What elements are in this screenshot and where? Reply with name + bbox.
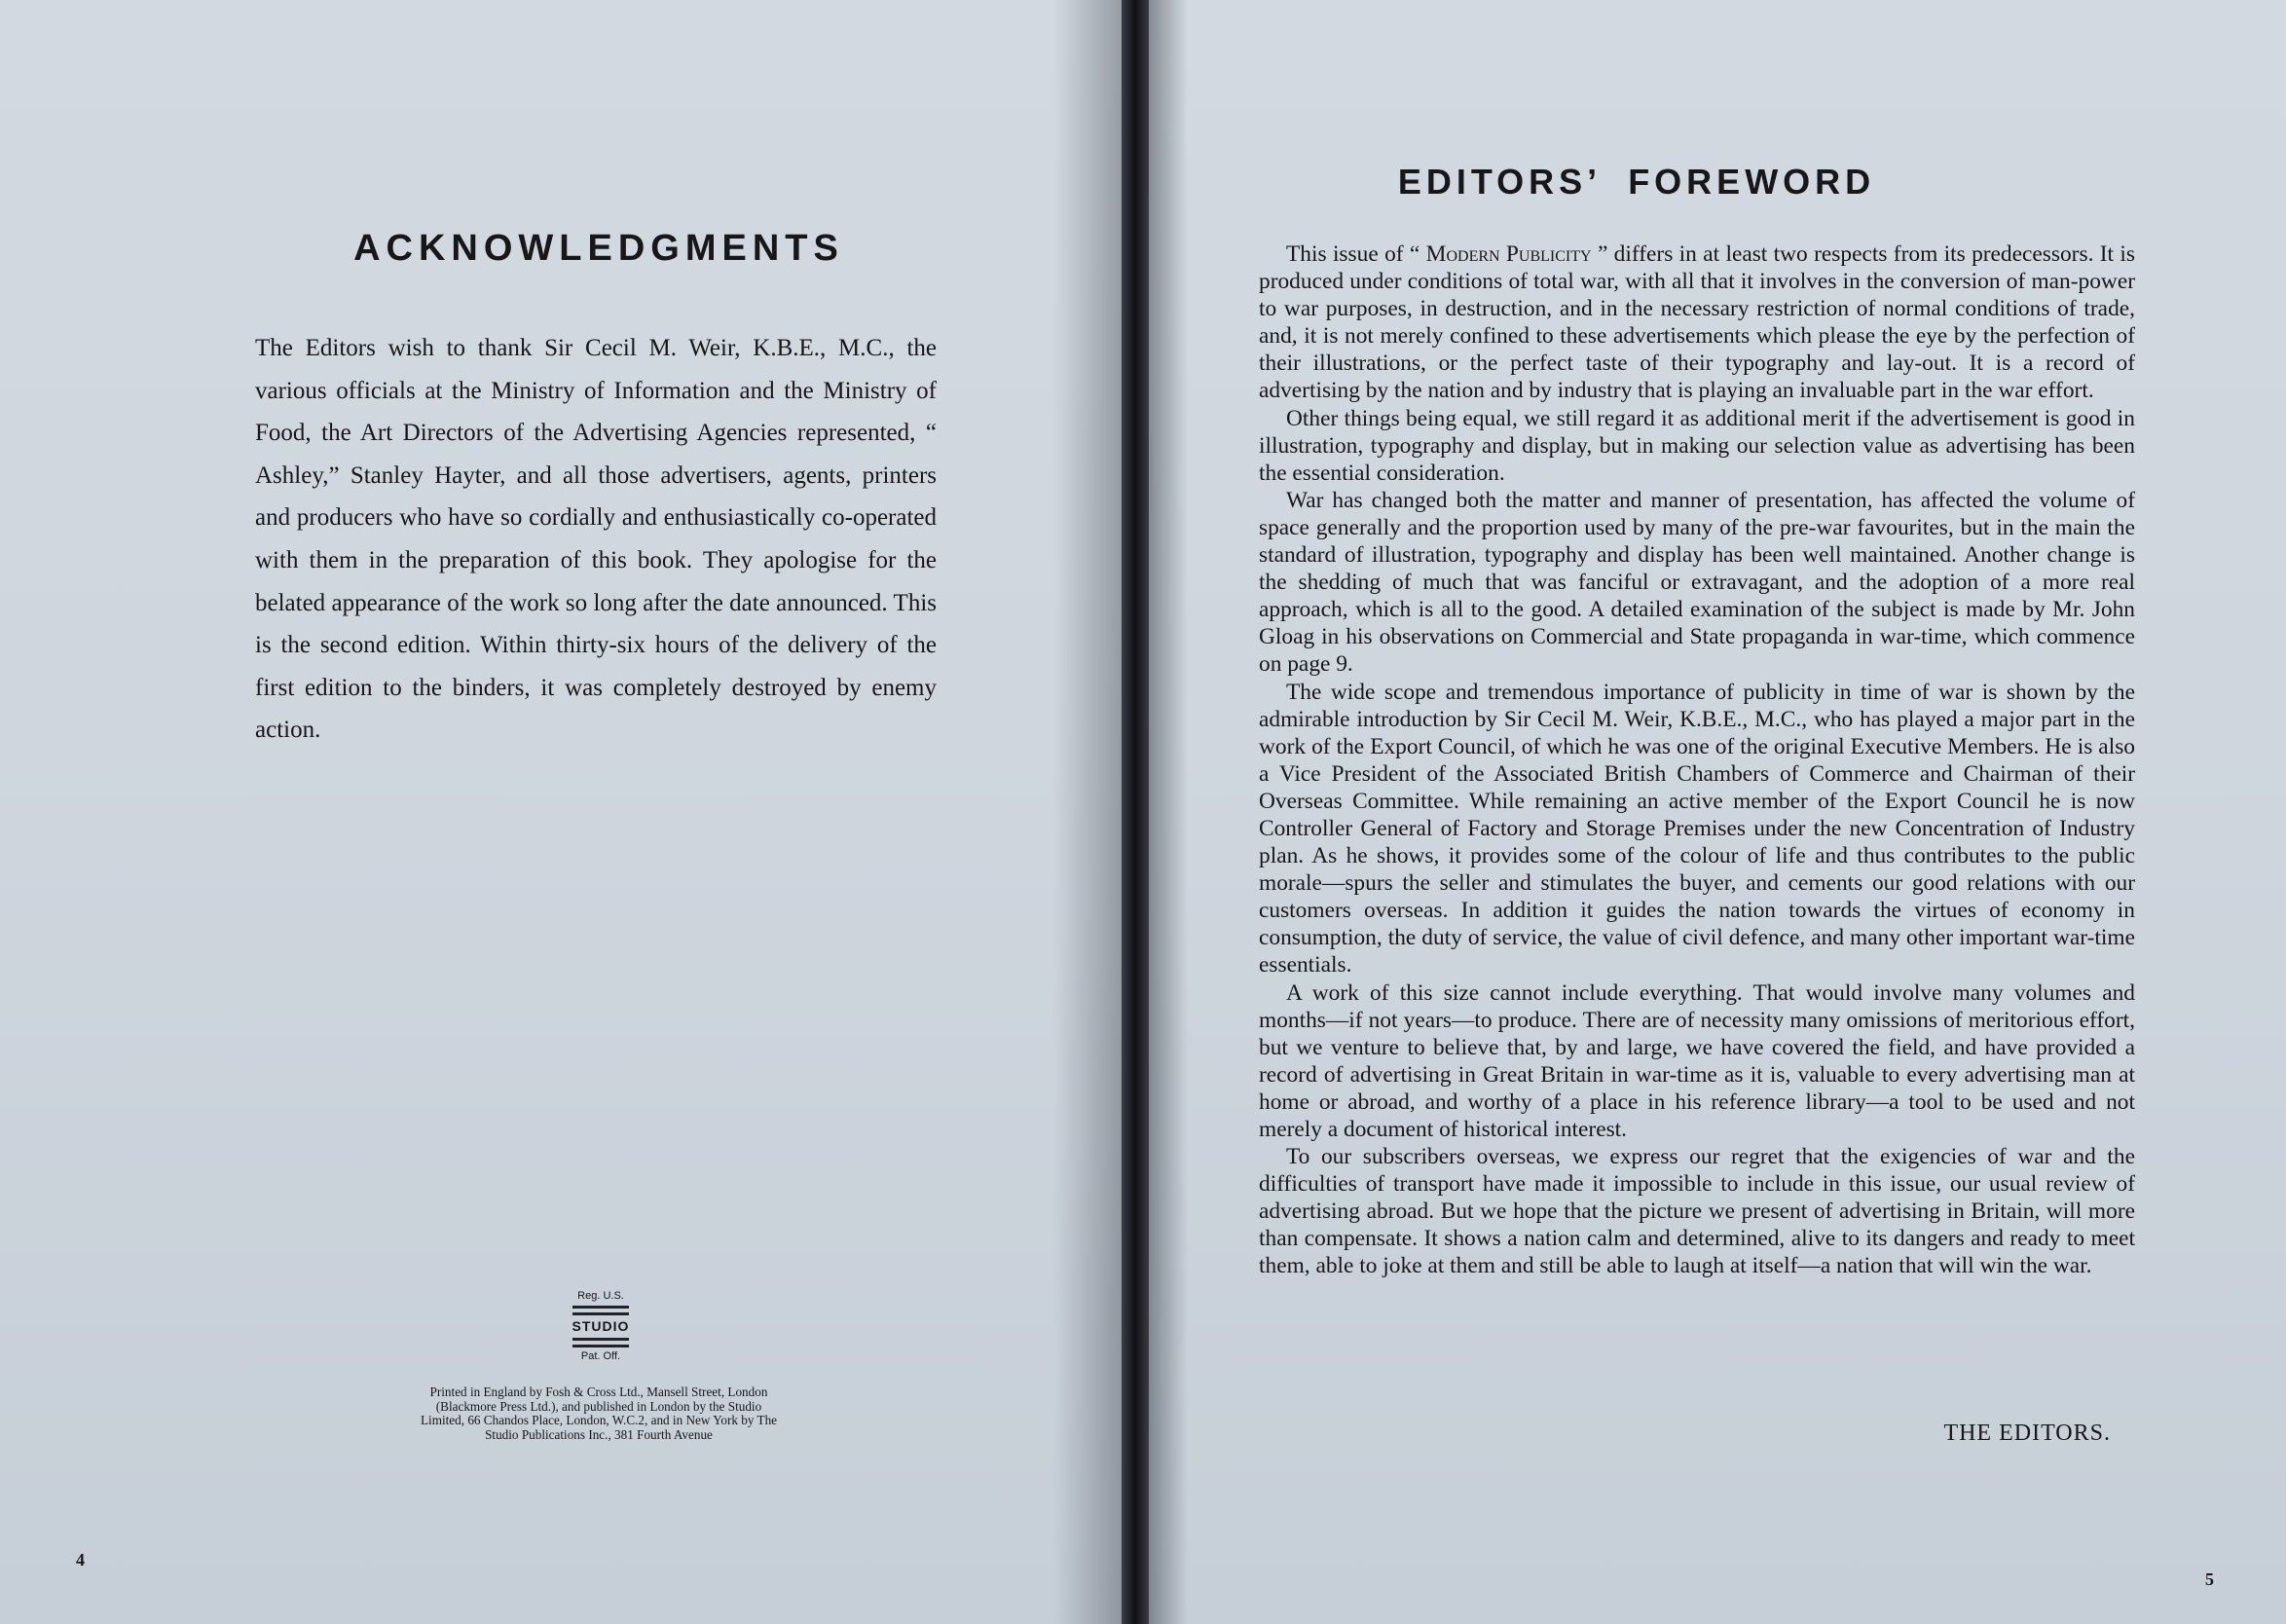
logo-pat-text: Pat. Off.: [580, 1350, 621, 1362]
acknowledgments-body: The Editors wish to thank Sir Cecil M. Weir, K.B.E., M.C., the various officials at the Ministry of Information and the Ministry of Food, the Art Directors of the Advertising Agencies represented, “ Ashley,” Stanley Hayter, and all those advertisers, agents, printers and producers who have so cordially and enthusiastically co-operated with them in the preparation of this book. They apologise for the belated appearance of the work so long after the date announced. This is the second edition. Within thirty-six hours of the delivery of the first edition to the binders, it was completely destroyed by enemy action.: [255, 335, 937, 744]
right-page: [1149, 0, 2286, 1624]
foreword-paragraph-3: War has changed both the matter and manner of presentation, has affected the volume of space generally and the proportion used by many of the pre-war favourites, but in the main the standard of illustration, typography and display has been well maintained. Another change is the shedding of much that was fanciful or extravagant, and the adoption of a more real approach, which is all to the good. A detailed examination of the subject is made by Mr. John Gloag in his observations on Commercial and State propaganda in war-time, which commence on page 9.: [1259, 487, 2135, 678]
publication-name: Modern Publicity: [1425, 241, 1592, 267]
foreword-paragraph-6: To our subscribers overseas, we express our regret that the exigencies of war and the difficulties of transport have made it impossible to include in this issue, our usual review of advertising abroad. But we hope that the picture we present of advertising in Britain, will more than compensate. It shows a nation calm and determined, alive to its dangers and ready to meet them, able to joke at them and still be able to laugh at itself—a nation that will win the war.: [1259, 1144, 2135, 1279]
logo-bars-lower: [572, 1338, 629, 1347]
logo-bars: [572, 1306, 629, 1315]
foreword-paragraph-5: A work of this size cannot include everything. That would involve many volumes and months—if not years—to produce. There are of necessity many omissions of meritorious effort, but we venture to believe that, by and large, we have covered the field, and have provided a record of advertising in Great Britain in war-time as it is, valuable to every advertising man at home or abroad, and worthy of a place in his reference library—a tool to be used and not merely a document of historical interest.: [1259, 979, 2135, 1142]
foreword-paragraph-4: The wide scope and tremendous importance of publicity in time of war is shown by the admirable introduction by Sir Cecil M. Weir, K.B.E., M.C., who has played a major part in the work of the Export Council, of which he was one of the original Executive Members. He is also a Vice President of the Associated British Chambers of Commerce and Chairman of their Overseas Committee. While remaining an active member of the Export Council he is now Controller General of Factory and Storage Premises under the new Concentration of Industry plan. As he shows, it provides some of the colour of life and thus contributes to the public morale—spurs the seller and stimulates the buyer, and cements our good relations with our customers overseas. In addition it guides the nation towards the virtues of economy in consumption, the duty of service, the value of civil defence, and many other important war-time essentials.: [1259, 679, 2135, 978]
acknowledgments-title: ACKNOWLEDGMENTS: [353, 228, 844, 269]
editors-signoff: THE EDITORS.: [1943, 1421, 2111, 1446]
foreword-title: EDITORS’ FOREWORD: [1397, 162, 1876, 202]
foreword-paragraph-1: [1259, 240, 2135, 405]
left-page: [0, 0, 1122, 1624]
book-gutter: [1122, 0, 1149, 1624]
page-number-left: 4: [76, 1550, 85, 1569]
page-number-right: 5: [2205, 1569, 2214, 1589]
p1-start: This issue of “: [1286, 241, 1426, 267]
logo-reg-text: Reg. U.S.: [577, 1290, 624, 1302]
printer-imprint: Printed in England by Fosh & Cross Ltd., Mansell Street, London (Blackmore Press Ltd.), and published in London by the Studio Limited, 66 Chandos Place, London, W.C.2, and in New York by The Studio Publications Inc., 381 Fourth Avenue: [420, 1384, 778, 1442]
foreword-paragraph-2: Other things being equal, we still regard it as additional merit if the advertisement is good in illustration, typography and display, but in making our selection value as advertising has been the essential consideration.: [1259, 405, 2135, 486]
p1-rest: ” differs in at least two respects from its predecessors. It is produced under conditions of total war, with all that it involves in the conversion of man-power to war purposes, in destruction, and in the necessary restriction of normal conditions of trade, and, it is not merely confined to these advertisements which please the eye by the perfection of their illustrations, or the perfect taste of their typography and lay-out. It is a record of advertising by the nation and by industry that is playing an invaluable part in the war effort.: [1259, 241, 2136, 404]
studio-logo: [557, 1290, 645, 1362]
foreword-body: [1259, 240, 2135, 1280]
logo-name: STUDIO: [572, 1318, 630, 1334]
